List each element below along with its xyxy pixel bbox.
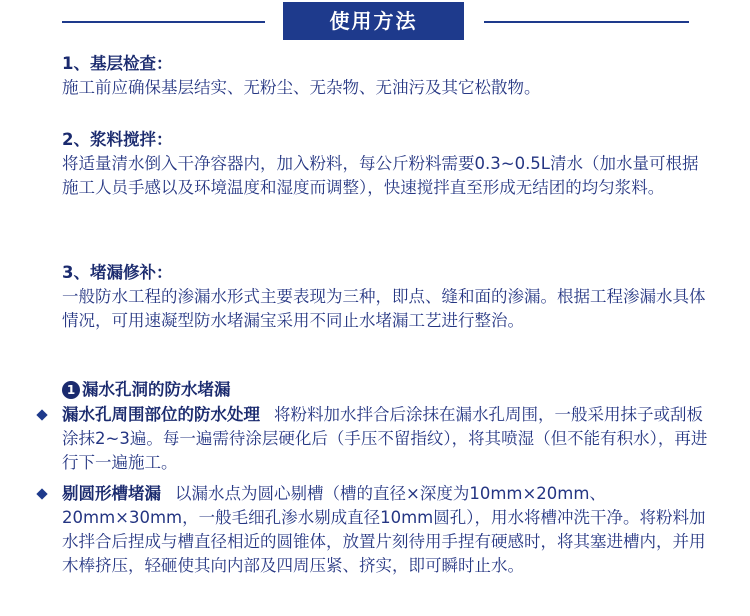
bullet-lead: 漏水孔周围部位的防水处理	[62, 405, 260, 424]
section-heading: 3、堵漏修补：	[62, 263, 173, 282]
section-mixing	[62, 128, 712, 200]
section-heading: 2、浆料搅拌：	[62, 130, 173, 149]
bullet-text: 以漏水点为圆心剔槽（槽的直径×深度为10mm×20mm、20mm×30mm，一般毛细孔渗水剔成直径10mm圆孔），用水将槽冲洗干净。将粉料加水拌合后捏成与槽直径相近的圆锥体，放置片刻待用手捏有硬感时，将其塞进槽内，并用木棒挤压，轻砸使其向内部及四周压紧、挤实，即可瞬时止水。	[62, 484, 706, 575]
section-leak-repair	[62, 261, 712, 333]
page-title: 使用方法	[283, 2, 464, 40]
bullet-lead: 剔圆形槽堵漏	[62, 484, 161, 503]
title-divider-left	[62, 21, 265, 23]
number-badge: 1	[62, 381, 80, 399]
section-base-check	[62, 52, 712, 100]
diamond-bullet-icon	[36, 409, 47, 420]
section-body: 施工前应确保基层结实、无粉尘、无杂物、无油污及其它松散物。	[62, 78, 541, 97]
subsection-title: 漏水孔洞的防水堵漏	[82, 380, 231, 399]
subsection-heading	[62, 378, 231, 402]
section-body: 将适量清水倒入干净容器内，加入粉料，每公斤粉料需要0.3~0.5L清水（加水量可根据施工人员手感以及环境温度和湿度而调整），快速搅拌直至形成无结团的均匀浆料。	[62, 154, 699, 197]
bullet-item-round-groove	[38, 482, 718, 578]
title-bar	[0, 0, 750, 44]
section-heading: 1、基层检查：	[62, 54, 173, 73]
bullet-item-hole-surround	[38, 403, 718, 475]
diamond-bullet-icon	[36, 488, 47, 499]
title-divider-right	[484, 21, 689, 23]
section-body: 一般防水工程的渗漏水形式主要表现为三种，即点、缝和面的渗漏。根据工程渗漏水具体情况，可用速凝型防水堵漏宝采用不同止水堵漏工艺进行整治。	[62, 287, 706, 330]
bullet-text: 将粉料加水拌合后涂抹在漏水孔周围，一般采用抹子或刮板涂抹2~3遍。每一遍需待涂层硬化后（手压不留指纹），将其喷湿（但不能有积水），再进行下一遍施工。	[62, 405, 708, 472]
